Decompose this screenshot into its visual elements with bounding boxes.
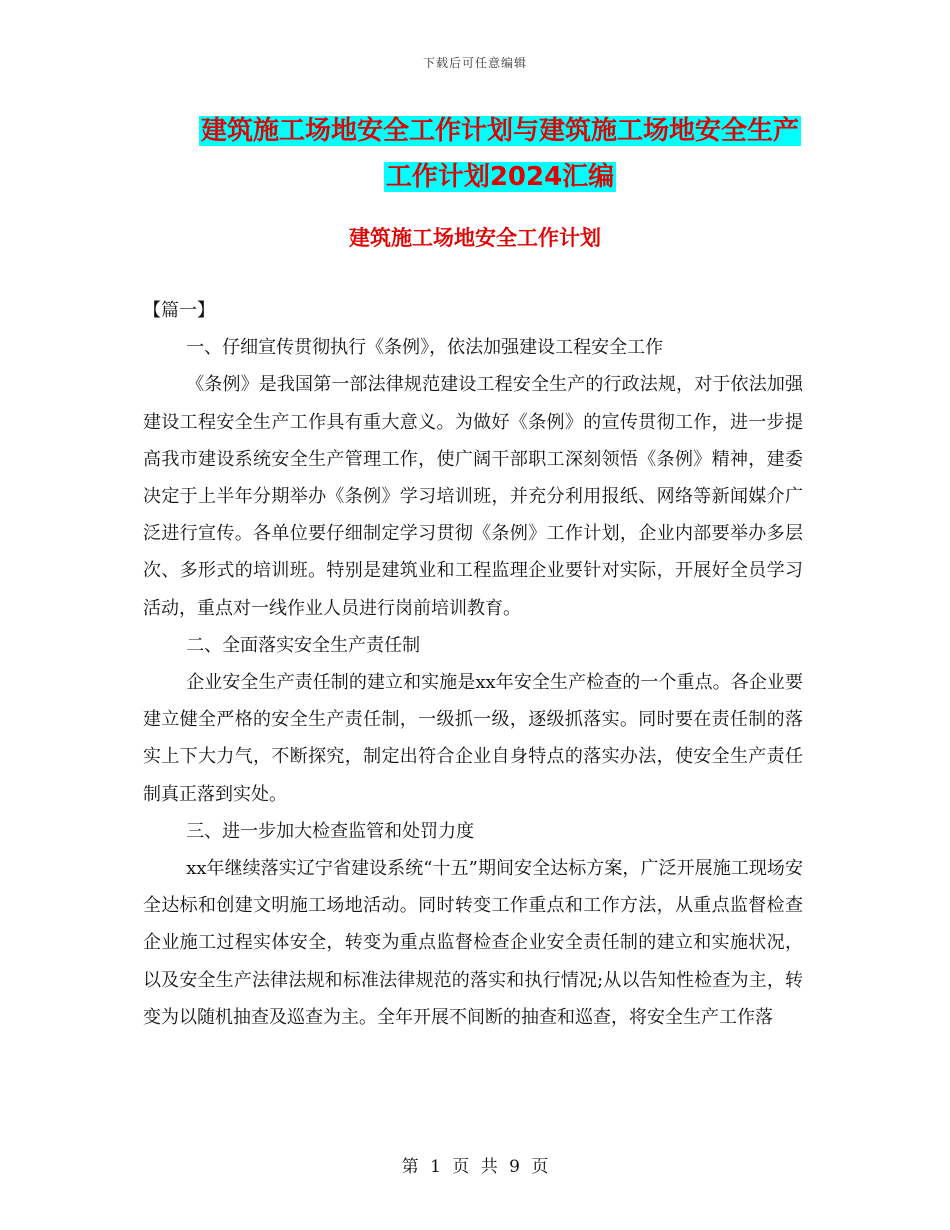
page-footer: 第 1 页 共 9 页: [401, 1157, 549, 1177]
document-title: [140, 108, 860, 200]
paragraph-1: 《条例》是我国第一部法律规范建设工程安全生产的行政法规，对于依法加强建设工程安全生产工作具有重大意义。为做好《条例》的宣传贯彻工作，进一步提高我市建设系统安全生产管理工作，使广阔干部职工深刻领悟《条例》精神，建委决定于上半年分期举办《条例》学习培训班，并充分利用报纸、网络等新闻媒介广泛进行宣传。各单位要仔细制定学习贯彻《条例》工作计划，企业内部要举办多层次、多形式的培训班。特别是建筑业和工程监理企业要针对实际，开展好全员学习活动，重点对一线作业人员进行岗前培训教育。: [143, 374, 803, 619]
heading-2: 二、全面落实安全生产责任制: [186, 634, 421, 656]
document-body: [143, 292, 803, 1036]
document-title-line-2: 工作计划2024汇编: [385, 162, 615, 192]
section-title: 建筑施工场地安全工作计划: [349, 226, 601, 250]
part-marker: 【篇一】: [143, 300, 215, 321]
paragraph-3: xx年继续落实辽宁省建设系统“十五”期间安全达标方案，广泛开展施工现场安全达标和创建文明施工场地活动。同时转变工作重点和工作方法，从重点监督检查企业施工过程实体安全，转变为重点监督检查企业安全责任制的建立和实施状况，以及安全生产法律法规和标准法律规范的落实和执行情况;从以告知性检查为主，转变为以随机抽查及巡查为主。全年开展不间断的抽查和巡查，将安全生产工作落: [143, 858, 803, 1028]
document-title-line-1: 建筑施工场地安全工作计划与建筑施工场地安全生产: [200, 116, 799, 146]
heading-1: 一、仔细宣传贯彻执行《条例》，依法加强建设工程安全工作: [186, 337, 664, 359]
header-note: 下载后可任意编辑: [422, 56, 527, 70]
paragraph-2: 企业安全生产责任制的建立和实施是xx年安全生产检查的一个重点。各企业要建立健全严格的安全生产责任制，一级抓一级，逐级抓落实。同时要在责任制的落实上下大力气，不断探究，制定出符合企业自身特点的落实办法，使安全生产责任制真正落到实处。: [143, 672, 803, 805]
heading-3: 三、进一步加大检查监管和处罚力度: [186, 820, 475, 842]
